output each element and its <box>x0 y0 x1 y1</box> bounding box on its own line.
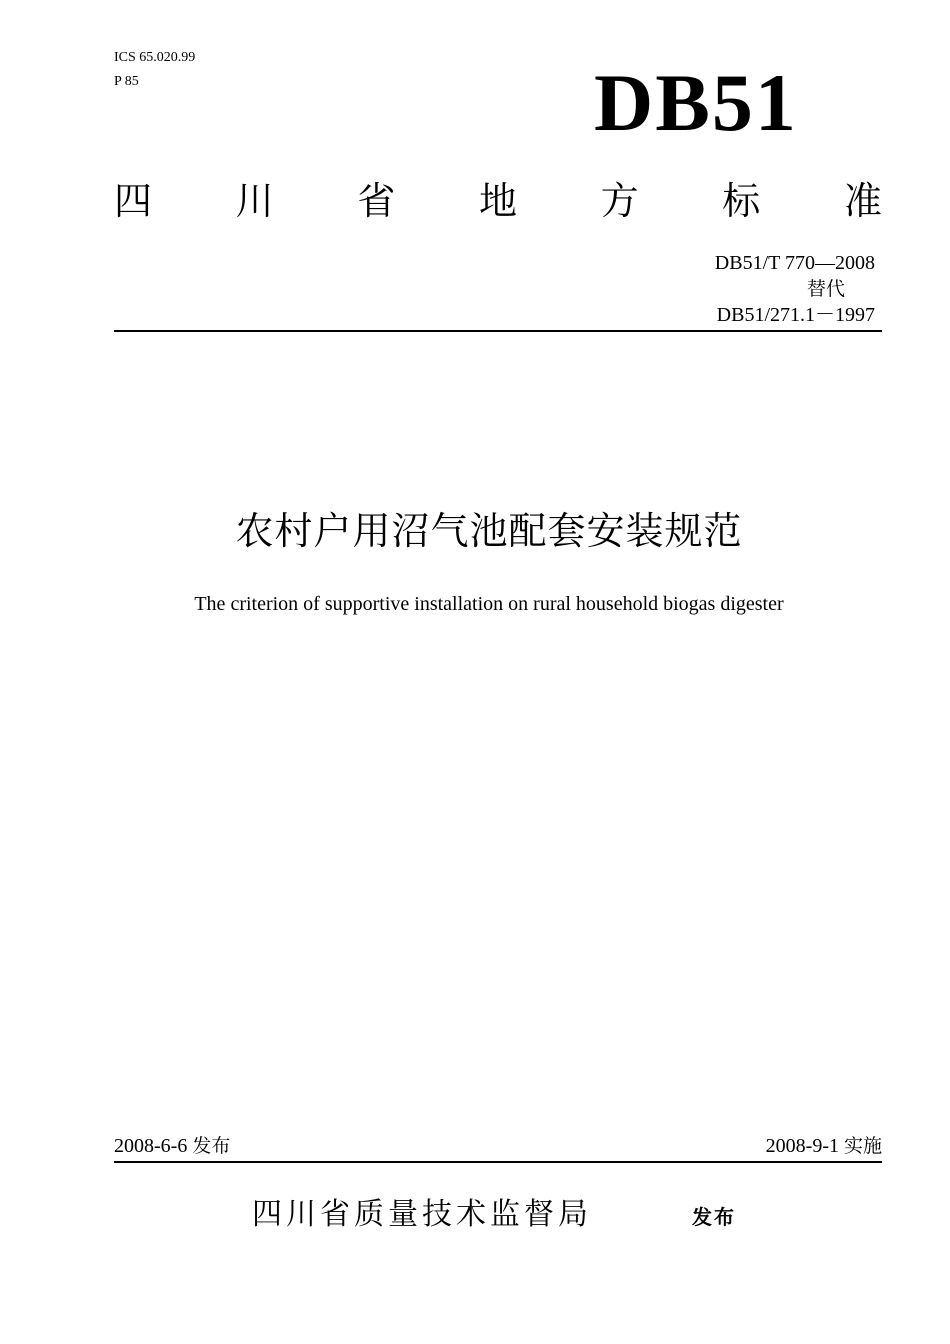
db-code-logo: DB51 <box>594 57 798 148</box>
standard-number: DB51/T 770—2008 <box>714 252 875 274</box>
issuer-suffix: 发布 <box>692 1205 736 1229</box>
replaced-standard-number: DB51/271.1－1997 <box>716 304 875 326</box>
release-date-line <box>114 1133 230 1159</box>
footer-divider <box>114 1161 882 1163</box>
release-label: 发布 <box>192 1135 231 1157</box>
standard-type-char: 四 <box>114 179 153 223</box>
header-divider <box>114 330 882 332</box>
implementation-label: 实施 <box>843 1135 882 1157</box>
replaces-label: 替代 <box>806 278 845 300</box>
standard-type-char: 准 <box>843 179 882 223</box>
document-title-english: The criterion of supportive installation on rural household biogas digester <box>194 593 784 615</box>
standard-type-char: 标 <box>722 179 761 223</box>
standard-type-char: 川 <box>235 179 274 223</box>
implementation-date: 2008-9-1 <box>765 1135 839 1157</box>
ics-code: ICS 65.020.99 <box>114 50 196 65</box>
standard-type-char: 方 <box>600 179 639 223</box>
standard-type-char: 地 <box>478 179 517 223</box>
implementation-date-line <box>766 1133 882 1159</box>
standard-type-heading <box>114 178 882 224</box>
p-code: P 85 <box>114 74 139 89</box>
document-title-chinese: 农村户用沼气池配套安装规范 <box>235 509 743 553</box>
release-date: 2008-6-6 <box>114 1135 188 1157</box>
issuer-name: 四川省质量技术监督局 <box>252 1197 592 1232</box>
standard-type-char: 省 <box>357 179 396 223</box>
